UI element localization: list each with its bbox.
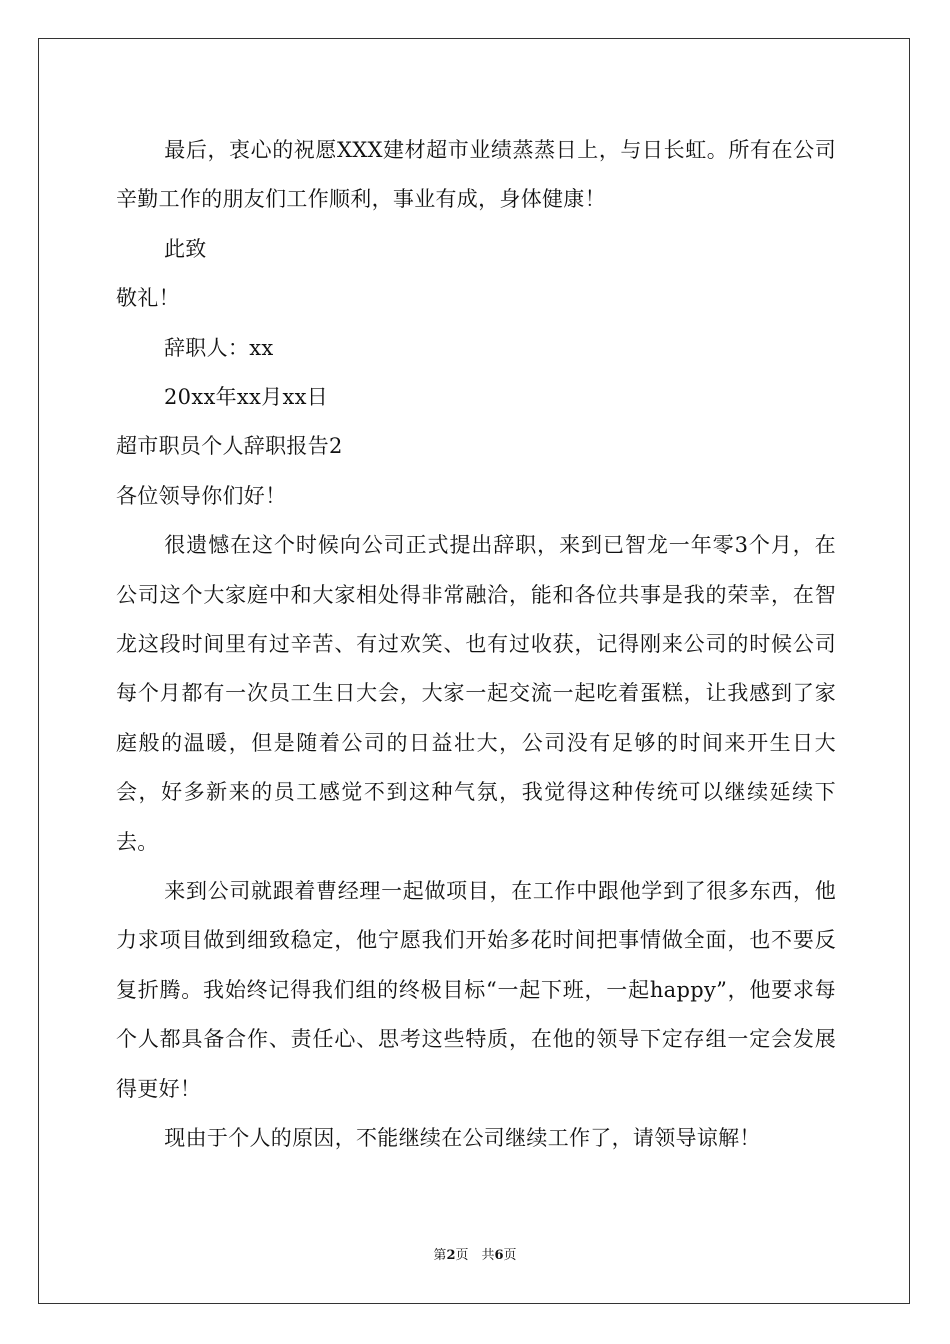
greeting-line: 各位领导你们好！ [116,483,287,508]
footer-page-total: 6 [494,1248,504,1263]
body-paragraph-2: 来到公司就跟着曹经理一起做项目，在工作中跟他学到了很多东西，他力求项目做到细致稳定，他宁愿我们开始多花时间把事情做全面，也不要反复折腾。我始终记得我们组的终极目标“一起下班，一起happy”，他要求每个人都具备合作、责任心、思考这些特质，在他的领导下定存组一定会发展得更好！ [116,879,836,1101]
salutation-line-2: 敬礼！ [116,286,180,311]
salutation-line-1: 此致 [164,236,207,261]
signer-line: 辞职人：xx [164,335,274,360]
closing-paragraph: 最后，衷心的祝愿XXX建材超市业绩蒸蒸日上，与日长虹。所有在公司辛勤工作的朋友们工作顺利，事业有成，身体健康！ [116,138,836,212]
footer-page-current: 2 [446,1248,456,1263]
footer-suffix: 页 [503,1248,517,1263]
body-paragraph-3: 现由于个人的原因，不能继续在公司继续工作了，请领导谅解！ [164,1126,761,1151]
body-paragraph-1: 很遗憾在这个时候向公司正式提出辞职，来到已智龙一年零3个月，在公司这个大家庭中和大家相处得非常融洽，能和各位共事是我的荣幸，在智龙这段时间里有过辛苦、有过欢笑、也有过收获，记得刚来公司的时候公司每个月都有一次员工生日大会，大家一起交流一起吃着蛋糕，让我感到了家庭般的温暖，但是随着公司的日益壮大，公司没有足够的时间来开生日大会，好多新来的员工感觉不到这种气氛，我觉得这种传统可以继续延续下去。 [116,533,836,854]
footer-mid: 页 共 [455,1248,495,1263]
page-footer [0,1247,950,1265]
document-body [116,126,836,1163]
footer-prefix: 第 [433,1248,447,1263]
date-line: 20xx年xx月xx日 [164,384,329,409]
report-title: 超市职员个人辞职报告2 [116,434,343,459]
